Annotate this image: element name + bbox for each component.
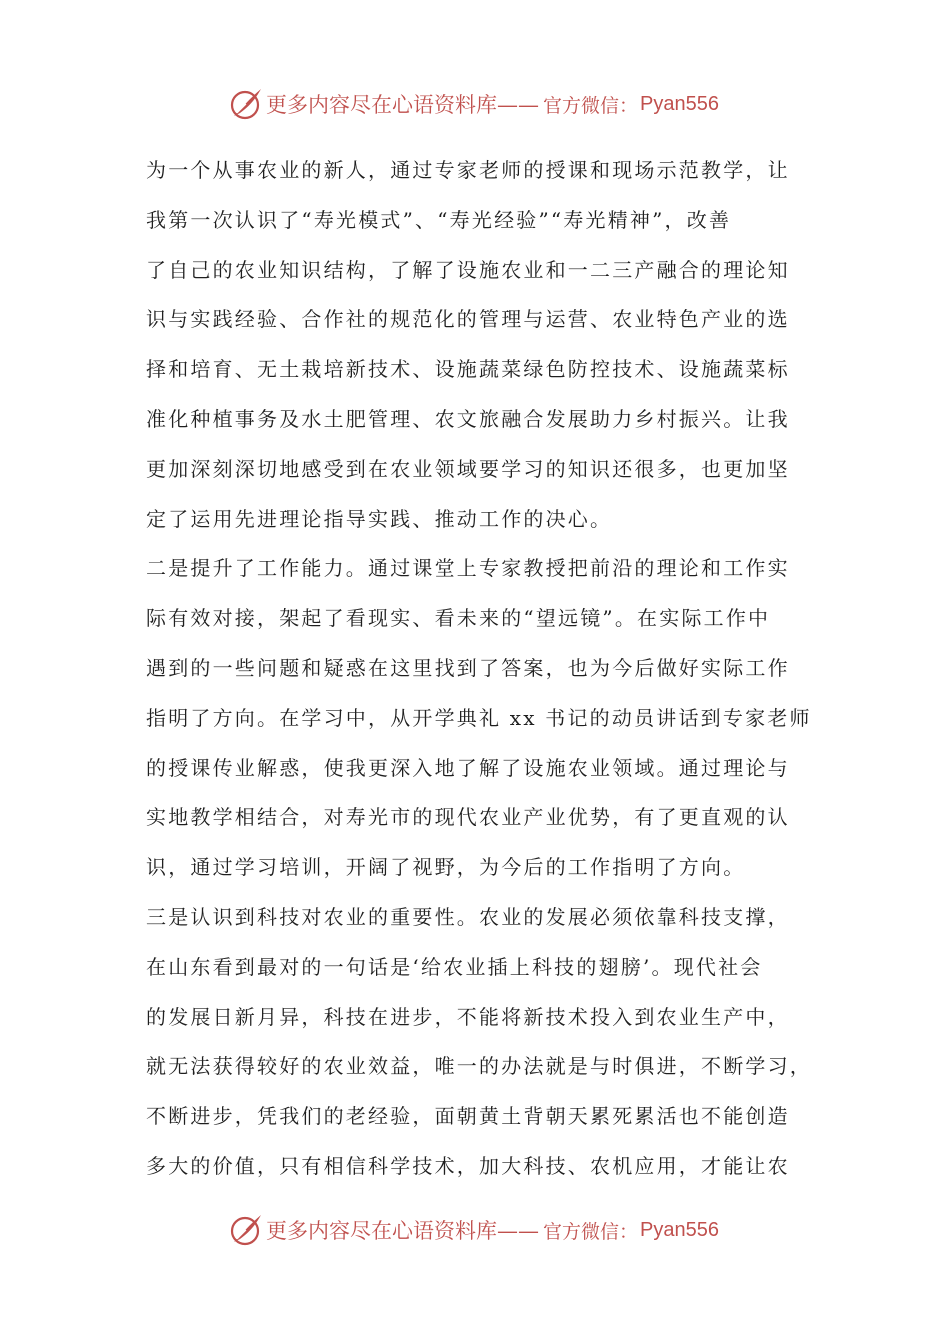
text-line: 择和培育、无土栽培新技术、设施蔬菜绿色防控技术、设施蔬菜标 xyxy=(146,357,790,382)
text-line: 际有效对接，架起了看现实、看未来的“望远镜”。在实际工作中 xyxy=(146,606,771,631)
footer-banner xyxy=(228,1210,719,1250)
footer-wechat-id: Pyan556 xyxy=(640,1218,719,1241)
quill-logo-icon xyxy=(228,86,264,122)
text-line: 遇到的一些问题和疑惑在这里找到了答案，也为今后做好实际工作 xyxy=(146,655,790,680)
footer-brand-text: 更多内容尽在心语资料库—— xyxy=(266,1219,539,1243)
text-line: 的授课传业解惑，使我更深入地了解了设施农业领域。通过理论与 xyxy=(146,755,790,780)
text-line: 在山东看到最对的一句话是‘给农业插上科技的翅膀’。现代社会 xyxy=(146,954,763,979)
quill-logo-icon xyxy=(228,1212,264,1248)
text-line: 我第一次认识了“寿光模式”、“寿光经验”“寿光精神”，改善 xyxy=(146,207,732,232)
header-wechat-label: 官方微信： xyxy=(543,94,639,117)
text-line: 就无法获得较好的农业效益，唯一的办法就是与时俱进，不断学习， xyxy=(146,1054,812,1079)
text-line: 多大的价值，只有相信科学技术，加大科技、农机应用，才能让农 xyxy=(146,1153,790,1178)
text-line: 为一个从事农业的新人，通过专家老师的授课和现场示范教学，让 xyxy=(146,158,790,182)
header-banner xyxy=(228,84,719,124)
text-line: 实地教学相结合，对寿光市的现代农业产业优势，有了更直观的认 xyxy=(146,805,790,830)
text-line: 指明了方向。在学习中，从开学典礼 xx 书记的动员讲话到专家老师 xyxy=(146,705,812,730)
text-line: 二是提升了工作能力。通过课堂上专家教授把前沿的理论和工作实 xyxy=(146,556,790,581)
footer-wechat-label: 官方微信： xyxy=(543,1220,639,1243)
document-body xyxy=(146,146,826,1192)
text-line: 不断进步，凭我们的老经验，面朝黄土背朝天累死累活也不能创造 xyxy=(146,1104,790,1129)
text-line: 识，通过学习培训，开阔了视野，为今后的工作指明了方向。 xyxy=(146,855,746,880)
header-wechat-id: Pyan556 xyxy=(640,92,719,115)
header-brand-text: 更多内容尽在心语资料库—— xyxy=(266,93,539,117)
text-line: 的发展日新月异，科技在进步，不能将新技术投入到农业生产中， xyxy=(146,1004,790,1029)
text-line: 更加深刻深切地感受到在农业领域要学习的知识还很多，也更加坚 xyxy=(146,456,790,481)
text-line: 定了运用先进理论指导实践、推动工作的决心。 xyxy=(146,506,613,531)
text-line: 了自己的农业知识结构，了解了设施农业和一二三产融合的理论知 xyxy=(146,257,790,282)
text-line: 准化种植事务及水土肥管理、农文旅融合发展助力乡村振兴。让我 xyxy=(146,406,790,431)
text-line: 三是认识到科技对农业的重要性。农业的发展必须依靠科技支撑， xyxy=(146,904,790,929)
text-line: 识与实践经验、合作社的规范化的管理与运营、农业特色产业的选 xyxy=(146,307,790,332)
